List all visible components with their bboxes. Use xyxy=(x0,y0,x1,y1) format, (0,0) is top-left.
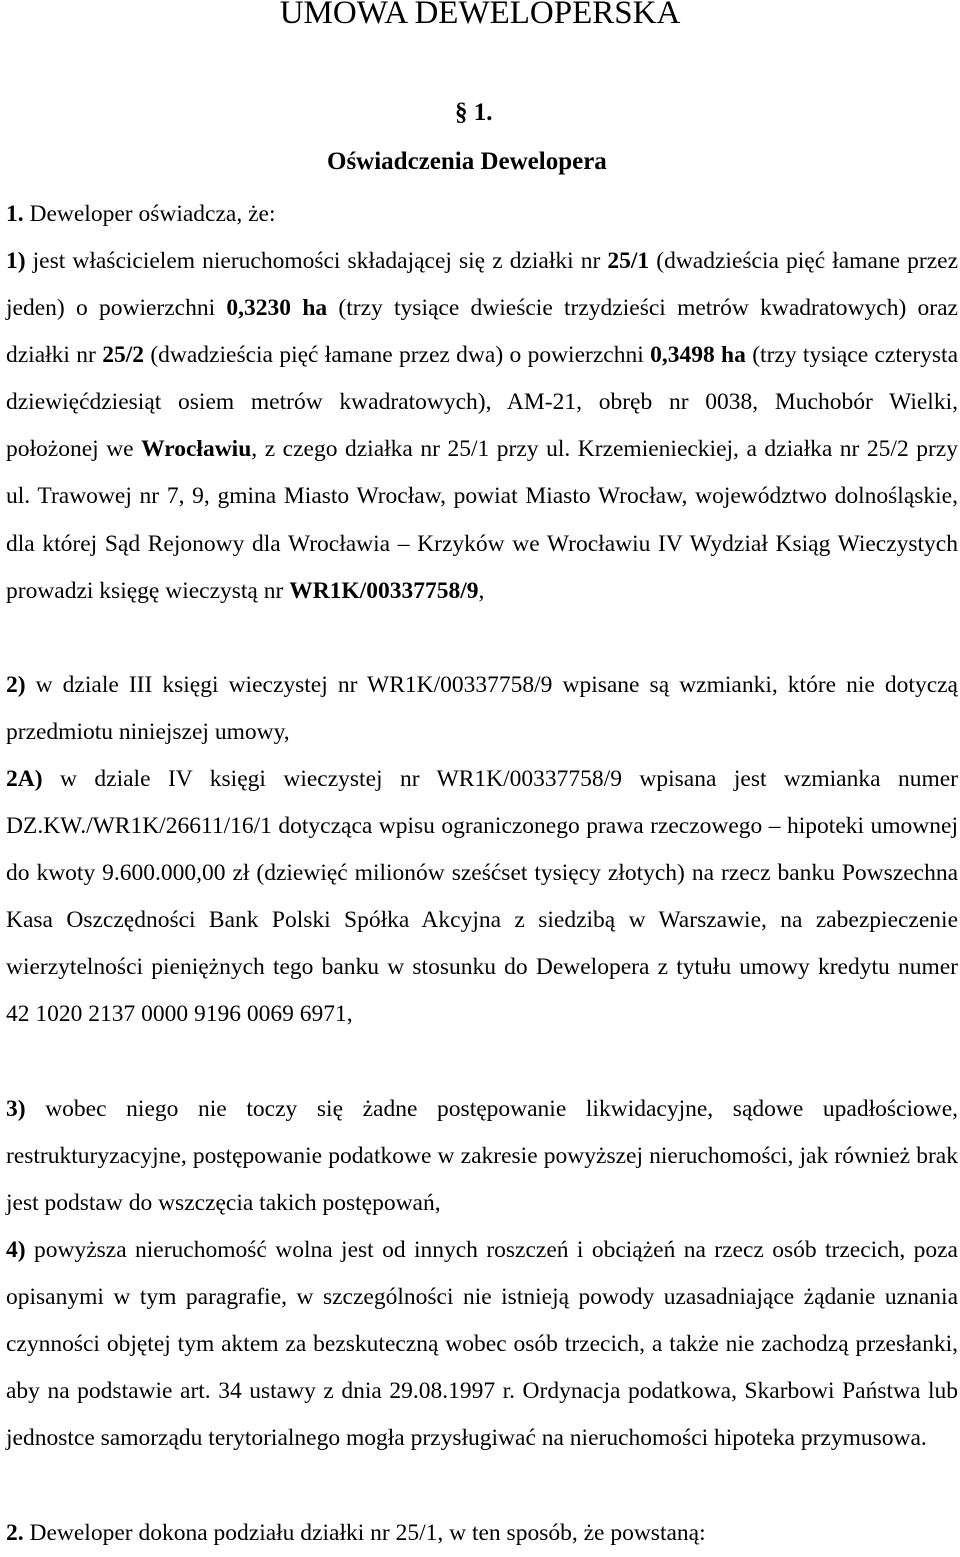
point-text: Deweloper oświadcza, że: xyxy=(23,201,276,227)
item-text: (dwadzieścia pięć łamane przez dwa) o powierzchni xyxy=(143,342,651,369)
item-number: 1) xyxy=(6,248,26,274)
parcel-number: 25/1 xyxy=(607,248,650,274)
item-text: (trzy tysiące dwieście trzydzieści metrów kwadratowych) oraz działki nr xyxy=(6,295,958,369)
item-3 xyxy=(6,1086,958,1227)
item-2a xyxy=(6,756,958,1039)
item-text: , z czego działka nr 25/1 przy ul. Krzemienieckiej, a działka nr 25/2 przy ul. Trawowej nr 7, 9, gmina Miasto Wrocław, powiat Miasto Wrocław, województwo dolnośląskie, dla której Sąd Rejonowy dla Wrocławia – Krzyków we Wrocławiu IV Wydział Ksiąg Wieczystych prowadzi księgę wieczystą nr xyxy=(6,436,958,604)
point-1-intro xyxy=(6,191,958,238)
paragraph-title: Oświadczenia Dewelopera xyxy=(327,148,607,175)
item-text: (trzy tysiące czterysta dziewięćdziesiąt osiem metrów kwadratowych), AM-21, obręb nr 0038, Muchobór Wielki, położonej we xyxy=(6,342,958,463)
item-number: 2) xyxy=(6,672,26,698)
item-text: , xyxy=(478,577,485,604)
item-text: powyższa nieruchomość wolna jest od innych roszczeń i obciążeń na rzecz osób trzecich, poza opisanymi w tym paragrafie, w szczególności nie istnieją powody uzasadniające żądanie uznania czynności objętej tym aktem za bezskuteczną wobec osób trzecich, a także nie zachodzą przesłanki, aby na podstawie art. 34 ustawy z dnia 29.08.1997 r. Ordynacja podatkowa, Skarbowi Państwa lub jednostce samorządu terytorialnego mogła przysługiwać na nieruchomości hipoteka przymusowa. xyxy=(6,1237,958,1452)
item-text: jest właścicielem nieruchomości składającej się z działki nr xyxy=(25,248,608,274)
item-text: wobec niego nie toczy się żadne postępowanie likwidacyjne, sądowe upadłościowe, restrukturyzacyjne, postępowanie podatkowe w zakresie powyższej nieruchomości, jak również brak jest podstaw do wszczęcia takich postępowań, xyxy=(6,1096,958,1217)
parcel-area: 0,3498 ha xyxy=(650,342,746,369)
parcel-number: 25/2 xyxy=(102,342,144,369)
item-text: (dwadzieścia pięć łamane przez jeden) o powierzchni xyxy=(6,248,958,322)
item-1 xyxy=(6,238,958,615)
land-register-number: WR1K/00337758/9 xyxy=(289,577,479,604)
item-text: w dziale III księgi wieczystej nr WR1K/00337758/9 wpisane są wzmianki, które nie dotyczą przedmiotu niniejszej umowy, xyxy=(6,672,958,746)
point-text: Deweloper dokona podziału działki nr 25/1, w ten sposób, że powstaną: xyxy=(23,1520,706,1546)
paragraph-number: § 1. xyxy=(455,99,493,126)
point-2 xyxy=(6,1510,958,1557)
parcel-area: 0,3230 ha xyxy=(226,295,328,322)
document-title: UMOWA DEWELOPERSKA xyxy=(279,0,681,31)
item-number: 3) xyxy=(6,1096,26,1122)
point-number: 1. xyxy=(6,201,24,227)
item-number: 4) xyxy=(6,1237,26,1263)
item-4 xyxy=(6,1227,958,1462)
point-number: 2. xyxy=(6,1520,24,1546)
item-number: 2A) xyxy=(6,766,43,792)
city-name: Wrocławiu xyxy=(141,436,252,463)
item-text: w dziale IV księgi wieczystej nr WR1K/00337758/9 wpisana jest wzmianka numer DZ.KW./WR1K/26611/16/1 dotycząca wpisu ograniczonego prawa rzeczowego – hipoteki umownej do kwoty 9.600.000,00 zł (dziewięć milionów sześćset tysięcy złotych) na rzecz banku Powszechna Kasa Oszczędności Bank Polski Spółka Akcyjna z siedzibą w Warszawie, na zabezpieczenie wierzytelności pieniężnych tego banku w stosunku do Dewelopera z tytułu umowy kredytu numer 42 1020 2137 0000 9196 0069 6971, xyxy=(6,766,958,1028)
item-2 xyxy=(6,662,958,756)
